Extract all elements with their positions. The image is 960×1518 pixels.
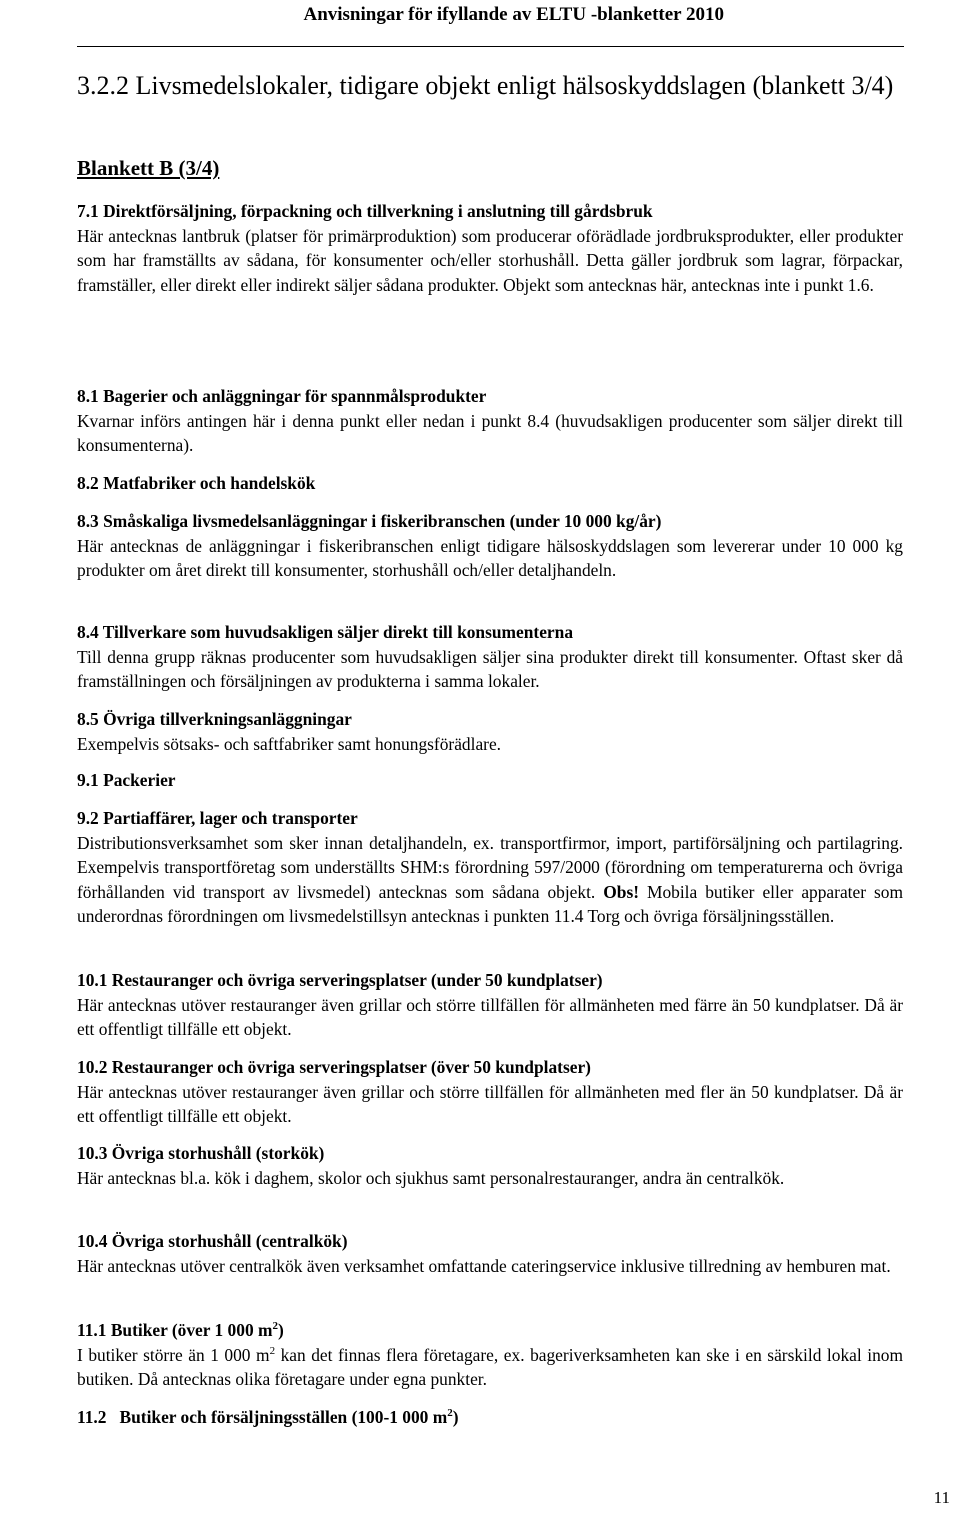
entry-8-3 [77, 509, 903, 583]
entry-8-1 [77, 384, 903, 458]
entry-body: Till denna grupp räknas producenter som huvudsakligen säljer sina produkter direkt till konsumenter. Oftast sker då framställningen och försäljningen av produkterna i samma lokaler. [77, 646, 903, 691]
entry-9-1 [77, 768, 903, 793]
entry-heading: 9.1 Packerier [77, 770, 176, 790]
entry-heading: 8.2 Matfabriker och handelskök [77, 473, 316, 493]
entry-body-text: kan det finnas flera företagare, ex. bageriverksamheten kan ske i en särskild lokal inom butiken. Då antecknas olika företagare under egna punkter. [77, 1344, 903, 1389]
entry-heading [77, 1405, 903, 1430]
section-title: 3.2.2 Livsmedelslokaler, tidigare objekt enligt hälsoskyddslagen (blankett 3/4) [77, 71, 894, 100]
entry-10-1 [77, 968, 903, 1042]
entry-body [77, 1343, 903, 1392]
superscript: 2 [447, 1407, 453, 1419]
entry-heading: 7.1 Direktförsäljning, förpackning och tillverkning i anslutning till gårdsbruk [77, 201, 653, 221]
entry-10-2 [77, 1055, 903, 1129]
entry-11-2 [77, 1405, 903, 1430]
running-header: Anvisningar för ifyllande av ELTU -blanketter 2010 [303, 4, 724, 25]
entry-heading: 8.1 Bagerier och anläggningar för spannmålsprodukter [77, 386, 487, 406]
entry-body-text: Mobila butiker eller apparater som underordnas förordningen om livsmedelstillsyn antecknas i punkten 11.4 Torg och övriga försäljningsställen. [77, 881, 903, 926]
entry-heading [77, 1318, 903, 1343]
entry-10-4 [77, 1229, 903, 1278]
entry-heading-text: 11.2 Butiker och försäljningsställen (100-1 000 m [77, 1407, 448, 1427]
entry-body [77, 831, 903, 929]
entry-8-5 [77, 707, 903, 756]
entry-body-text: I butiker större än 1 000 m [77, 1344, 270, 1365]
page-number: 11 [933, 1488, 950, 1507]
form-subtitle: Blankett B (3/4) [77, 156, 220, 180]
entry-9-2 [77, 806, 903, 929]
entry-heading: 10.3 Övriga storhushåll (storkök) [77, 1143, 325, 1163]
entry-heading: 8.5 Övriga tillverkningsanläggningar [77, 709, 352, 729]
entry-heading: 9.2 Partiaffärer, lager och transporter [77, 808, 358, 828]
entry-10-3 [77, 1141, 903, 1190]
entry-heading-text: 11.1 Butiker (över 1 000 m [77, 1320, 273, 1340]
superscript: 2 [269, 1344, 276, 1357]
superscript: 2 [272, 1320, 278, 1332]
entry-body: Kvarnar införs antingen här i denna punkt eller nedan i punkt 8.4 (huvudsakligen producenter som säljer direkt till konsumenterna). [77, 410, 903, 455]
entry-body: Här antecknas de anläggningar i fiskeribranschen enligt tidigare hälsoskyddslagen som levererar under 10 000 kg produkter om året direkt till konsumenter, storhushåll och/eller detaljhandeln. [77, 535, 903, 580]
entry-7-1 [77, 199, 903, 297]
entry-heading: 8.4 Tillverkare som huvudsakligen säljer direkt till konsumenterna [77, 622, 574, 642]
obs-note-label: Obs! [603, 881, 640, 902]
entry-body: Här antecknas utöver restauranger även grillar och större tillfällen för allmänheten med färre än 50 kundplatser. Då är ett offentligt tillfälle ett objekt. [77, 994, 903, 1039]
entry-body: Här antecknas lantbruk (platser för primärproduktion) som producerar oförädlade jordbruksprodukter, eller produkter som har framställts av sådana, för konsumenter och/eller storhushåll. Detta gäller jordbruk som lagrar, förpackar, framställer, eller direkt eller indirekt säljer sådana produkter. Objekt som antecknas här, antecknas inte i punkt 1.6. [77, 225, 903, 295]
entry-11-1 [77, 1318, 903, 1392]
entry-8-2 [77, 471, 903, 496]
entry-body: Här antecknas utöver centralkök även verksamhet omfattande cateringservice inklusive tillredning av hemburen mat. [77, 1255, 891, 1276]
entry-heading: 8.3 Småskaliga livsmedelsanläggningar i fiskeribranschen (under 10 000 kg/år) [77, 511, 662, 531]
entry-body-text: Distributionsverksamhet som sker innan detaljhandeln, ex. transportfirmor, import, partiförsäljning och partilagring. Exempelvis transportföretag som underställts SHM:s förordning 597/2000 (förordning om temperaturerna och övriga förhållanden vid transport av livsmedel) antecknas som sådana objekt. [77, 832, 903, 902]
entry-8-4 [77, 620, 903, 694]
entry-heading: 10.1 Restauranger och övriga serveringsplatser (under 50 kundplatser) [77, 970, 603, 990]
entry-body: Här antecknas bl.a. kök i daghem, skolor och sjukhus samt personalrestauranger, andra än centralkök. [77, 1167, 785, 1188]
entry-heading-text: ) [277, 1320, 284, 1340]
header-divider [77, 46, 904, 47]
entry-heading-text: ) [452, 1407, 459, 1427]
entry-heading: 10.2 Restauranger och övriga serveringsplatser (över 50 kundplatser) [77, 1057, 591, 1077]
entry-heading: 10.4 Övriga storhushåll (centralkök) [77, 1231, 348, 1251]
entry-body: Här antecknas utöver restauranger även grillar och större tillfällen för allmänheten med fler än 50 kundplatser. Då är ett offentligt tillfälle ett objekt. [77, 1081, 903, 1126]
entry-body: Exempelvis sötsaks- och saftfabriker samt honungsförädlare. [77, 733, 502, 754]
